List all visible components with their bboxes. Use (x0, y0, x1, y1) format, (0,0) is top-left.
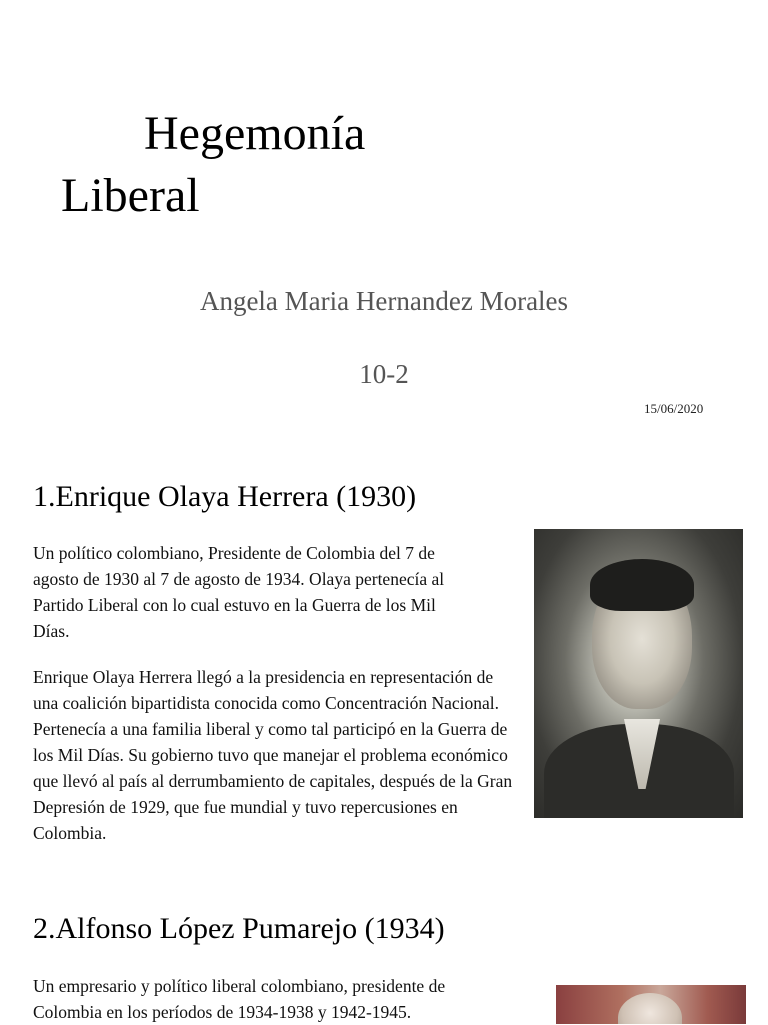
section-heading-olaya: 1.Enrique Olaya Herrera (1930) (33, 480, 417, 513)
document-title-line-2: Liberal (61, 169, 200, 222)
section-paragraph: Enrique Olaya Herrera llegó a la presidencia en representación de una coalición bipartidista conocida como Concentración Nacional. Pertenecía a una familia liberal y como tal participó en la Guerra de los Mil Días. Su gobierno tuvo que manejar el problema económico que llevó al país al derrumbamiento de capitales, después de la Gran Depresión de 1929, que fue mundial y tuvo repercusiones en Colombia. (33, 667, 513, 843)
portrait-face (618, 993, 682, 1024)
author-name: Angela Maria Hernandez Morales (199, 286, 569, 316)
section-paragraph: Un empresario y político liberal colombiano, presidente de Colombia en los períodos de 1934-1938 y 1942-1945. (33, 976, 446, 1022)
portrait-photo-lopez (556, 985, 746, 1024)
document-date: 15/06/2020 (644, 401, 704, 416)
portrait-photo-olaya (534, 529, 743, 818)
document-title-line-1: Hegemonía (144, 107, 366, 160)
section-heading-lopez: 2.Alfonso López Pumarejo (1934) (33, 912, 445, 945)
class-group: 10-2 (359, 359, 409, 389)
portrait-hair (590, 559, 694, 611)
section-paragraph: Un político colombiano, Presidente de Colombia del 7 de agosto de 1930 al 7 de agosto de 1934. Olaya pertenecía al Partido Liberal con lo cual estuvo en la Guerra de los Mil Días. (33, 543, 445, 641)
